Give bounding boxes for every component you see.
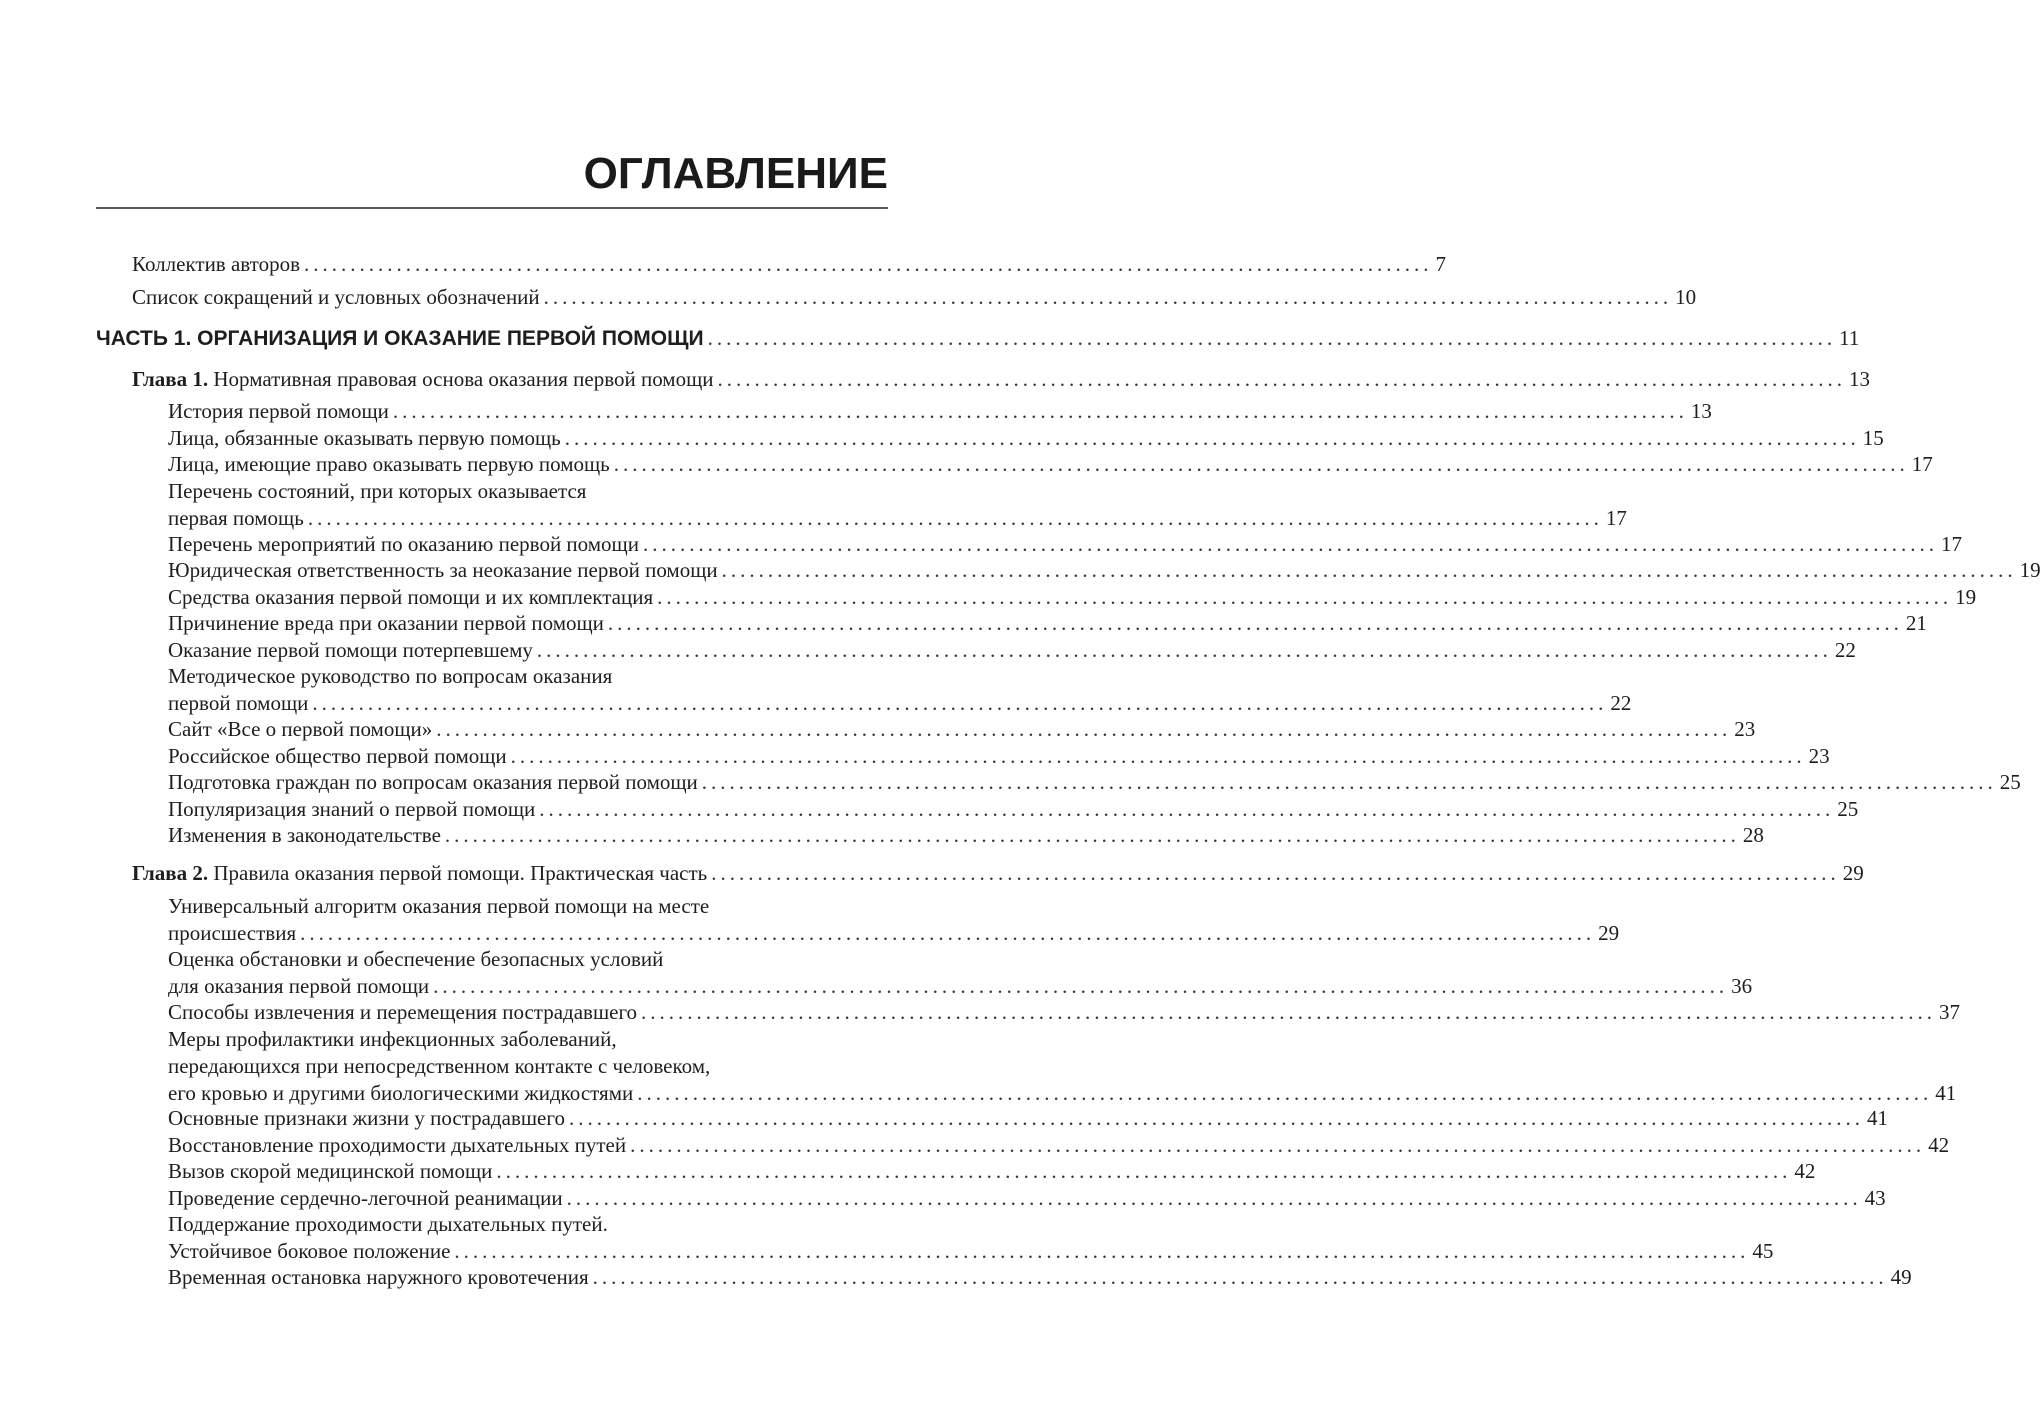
toc-section-entry[interactable]: [168, 398, 1712, 425]
toc-page-number: 25: [1999, 770, 2021, 794]
toc-section-entry[interactable]: [168, 1026, 1957, 1107]
toc-part-title: ЧАСТЬ 1. ОРГАНИЗАЦИЯ И ОКАЗАНИЕ ПЕРВОЙ ПОМОЩИ: [96, 327, 704, 350]
toc-entry-chapter-2[interactable]: [132, 860, 1864, 887]
toc-section-entry[interactable]: [168, 796, 1859, 823]
toc-section-entry[interactable]: [168, 1158, 1816, 1185]
dot-leader: ............................................................................................................................................: [433, 974, 1729, 998]
toc-section-entry[interactable]: [168, 769, 2021, 796]
toc-section-entry[interactable]: [168, 1185, 1886, 1212]
toc-page-number: 17: [1911, 452, 1933, 476]
toc-section-entry[interactable]: [168, 663, 1632, 717]
toc-section-entry[interactable]: [168, 637, 1856, 664]
toc-page-number: 11: [1839, 326, 1860, 350]
toc-page-number: 42: [1928, 1132, 1950, 1157]
toc-page-number: 29: [1842, 861, 1864, 885]
toc-entry-text: Коллектив авторов: [132, 252, 300, 276]
toc-section-entry[interactable]: [168, 1211, 1774, 1265]
toc-page-number: 17: [1940, 531, 1962, 556]
toc-section-entry[interactable]: [168, 999, 1961, 1026]
dot-leader: ............................................................................................................................................: [510, 743, 1806, 768]
toc-section-text: Способы извлечения и перемещения пострадавшего: [168, 1000, 638, 1024]
toc-section-entry[interactable]: [168, 893, 1620, 947]
toc-section-entry[interactable]: [168, 531, 1962, 558]
toc-section-text: Меры профилактики инфекционных заболеваний,: [168, 1026, 617, 1051]
toc-section-entry[interactable]: [168, 425, 1884, 452]
toc-page-number: 22: [1610, 691, 1632, 715]
toc-section-text: Подготовка граждан по вопросам оказания первой помощи: [168, 770, 698, 794]
toc-section-entry[interactable]: [168, 1264, 1912, 1291]
toc-page-number: 19: [1955, 584, 1977, 609]
dot-leader: ............................................................................................................................................: [642, 531, 1938, 556]
toc-page-number: 28: [1742, 823, 1764, 847]
toc-page-number: 23: [1808, 743, 1830, 768]
toc-entry-text: Список сокращений и условных обозначений: [132, 285, 540, 309]
toc-section-text: Перечень состояний, при которых оказывается: [168, 478, 587, 503]
dot-leader: ..........................................................................................................................: [543, 285, 1673, 309]
dot-leader: ............................................................................................................................................: [539, 796, 1835, 821]
dot-leader: ..........................................................................................................................: [707, 326, 1837, 350]
dot-leader: ............................................................................................................................................: [637, 1080, 1933, 1105]
toc-section-text: Вызов скорой медицинской помощи: [168, 1159, 493, 1183]
toc-page-number: 37: [1939, 1000, 1961, 1024]
chapter-label: Глава 1.: [132, 367, 209, 391]
toc-page-number: 23: [1734, 717, 1756, 741]
toc-page-number: 13: [1690, 399, 1712, 423]
toc-entry-chapter-1[interactable]: [132, 366, 1870, 393]
toc-section-text: Универсальный алгоритм оказания первой помощи на месте: [168, 894, 710, 918]
dot-leader: ............................................................................................................................................: [721, 558, 2017, 582]
dot-leader: ..........................................................................................................................: [304, 252, 1433, 276]
toc-section-text: Лица, обязанные оказывать первую помощь: [168, 425, 561, 450]
toc-section-text: Проведение сердечно-легочной реанимации: [168, 1185, 563, 1210]
toc-section-entry[interactable]: [168, 478, 1627, 532]
dot-leader: ............................................................................................................................................: [568, 1106, 1864, 1130]
dot-leader: ............................................................................................................................................: [641, 1000, 1937, 1024]
toc-section-text: Оценка обстановки и обеспечение безопасных условий: [168, 947, 664, 971]
dot-leader: ............................................................................................................................................: [307, 505, 1603, 530]
toc-section-text: передающихся при непосредственном контакте с человеком,: [168, 1053, 711, 1078]
toc-section-text: первой помощи: [168, 691, 309, 715]
dot-leader: ............................................................................................................................................: [454, 1239, 1750, 1263]
toc-section-text: Популяризация знаний о первой помощи: [168, 796, 536, 821]
toc-section-text: его кровью и другими биологическими жидкостями: [168, 1080, 634, 1105]
dot-leader: ............................................................................................................................................: [564, 425, 1860, 450]
toc-section-text: Юридическая ответственность за неоказание первой помощи: [168, 558, 718, 582]
toc-page-number: 41: [1935, 1080, 1957, 1105]
page-title: ОГЛАВЛЕНИЕ: [583, 149, 888, 198]
toc-page-number: 19: [2019, 558, 2041, 582]
chapter-label: Глава 2.: [132, 861, 209, 885]
toc-page-number: 29: [1598, 921, 1620, 945]
toc-page-number: 17: [1605, 505, 1627, 530]
toc-section-entry[interactable]: [168, 716, 1756, 743]
dot-leader: ............................................................................................................................................: [444, 823, 1740, 847]
toc-page-number: 15: [1862, 425, 1884, 450]
toc-page-number: 41: [1866, 1106, 1888, 1130]
dot-leader: ............................................................................................................................................: [392, 399, 1688, 423]
toc-section-text: Лица, имеющие право оказывать первую помощь: [168, 452, 610, 476]
dot-leader: ............................................................................................................................................: [630, 1132, 1926, 1157]
toc-section-text: первая помощь: [168, 505, 304, 530]
toc-section-text: Устойчивое боковое положение: [168, 1239, 451, 1263]
toc-section-entry[interactable]: [168, 1132, 1950, 1159]
dot-leader: ............................................................................................................................................: [607, 611, 1903, 635]
toc-section-text: Восстановление проходимости дыхательных путей: [168, 1132, 627, 1157]
dot-leader: ............................................................................................................................................: [701, 770, 1997, 794]
dot-leader: ............................................................................................................................................: [312, 691, 1608, 715]
toc-page-number: 36: [1731, 974, 1753, 998]
toc-section-entry[interactable]: [168, 822, 1764, 849]
dot-leader: ............................................................................................................................................: [496, 1159, 1792, 1183]
toc-entry-part-1[interactable]: [96, 325, 1860, 352]
toc-entry-abbreviations[interactable]: [132, 284, 1697, 311]
toc-section-entry[interactable]: [168, 1105, 1888, 1132]
toc-page-number: 21: [1905, 611, 1927, 635]
toc-page-number: 25: [1837, 796, 1859, 821]
toc-page-number: 22: [1834, 637, 1856, 662]
toc-section-text: Причинение вреда при оказании первой помощи: [168, 611, 604, 635]
toc-section-text: для оказания первой помощи: [168, 974, 430, 998]
toc-page-number: 49: [1890, 1265, 1912, 1289]
dot-leader: ............................................................................................................................................: [613, 452, 1909, 476]
toc-section-text: Методическое руководство по вопросам оказания: [168, 664, 613, 688]
toc-section-entry[interactable]: [168, 451, 1933, 478]
toc-section-text: Временная остановка наружного кровотечения: [168, 1265, 589, 1289]
dot-leader: ..........................................................................................................................: [717, 367, 1846, 391]
chapter-title: Правила оказания первой помощи. Практическая часть: [213, 861, 708, 885]
dot-leader: ............................................................................................................................................: [566, 1185, 1862, 1210]
toc-section-text: История первой помощи: [168, 399, 389, 423]
toc-section-text: Поддержание проходимости дыхательных путей.: [168, 1212, 608, 1236]
dot-leader: ............................................................................................................................................: [300, 921, 1596, 945]
toc-section-entry[interactable]: [168, 584, 1977, 611]
toc-section-entry[interactable]: [168, 557, 2041, 584]
toc-section-entry[interactable]: [168, 743, 1830, 770]
toc-entry-authors[interactable]: [132, 251, 1446, 278]
toc-section-text: Перечень мероприятий по оказанию первой помощи: [168, 531, 639, 556]
dot-leader: ............................................................................................................................................: [536, 637, 1832, 662]
toc-section-entry[interactable]: [168, 946, 1753, 1000]
toc-page-number: 42: [1794, 1159, 1816, 1183]
chapter-title: Нормативная правовая основа оказания первой помощи: [213, 367, 714, 391]
toc-section-entry[interactable]: [168, 610, 1927, 637]
toc-page-number: 43: [1864, 1185, 1886, 1210]
toc-page-number: 13: [1849, 367, 1870, 391]
toc-section-text: Российское общество первой помощи: [168, 743, 507, 768]
toc-section-text: Сайт «Все о первой помощи»: [168, 717, 433, 741]
toc-page-number: 45: [1752, 1239, 1774, 1263]
dot-leader: ............................................................................................................................................: [436, 717, 1732, 741]
dot-leader: ..........................................................................................................................: [711, 861, 1840, 885]
toc-page-number: 7: [1435, 252, 1446, 276]
toc-section-text: Изменения в законодательстве: [168, 823, 441, 847]
dot-leader: ............................................................................................................................................: [657, 584, 1953, 609]
dot-leader: ............................................................................................................................................: [592, 1265, 1888, 1289]
toc-section-text: происшествия: [168, 921, 297, 945]
toc-section-text: Оказание первой помощи потерпевшему: [168, 637, 533, 662]
toc-page-number: 10: [1675, 285, 1697, 309]
toc-section-text: Основные признаки жизни у пострадавшего: [168, 1106, 565, 1130]
toc-section-text: Средства оказания первой помощи и их комплектация: [168, 584, 654, 609]
